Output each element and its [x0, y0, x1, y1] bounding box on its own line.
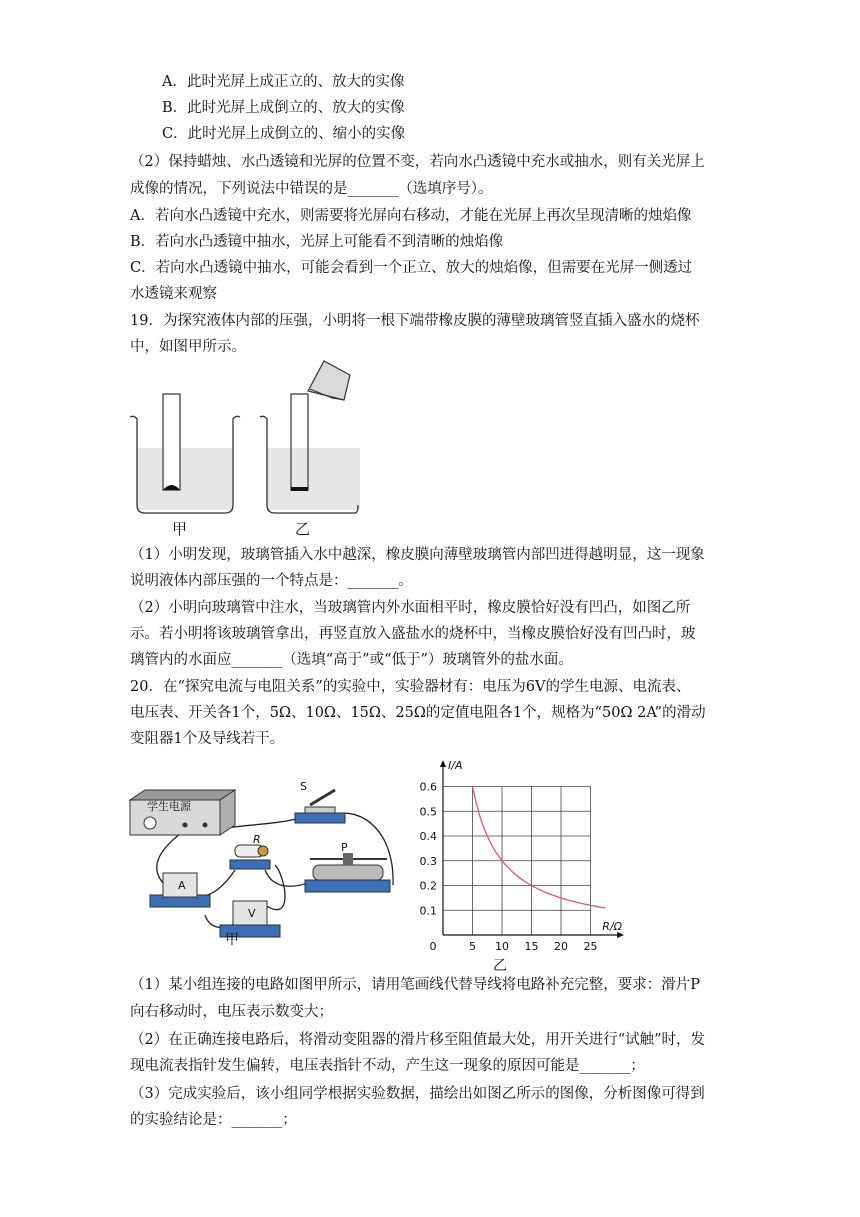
rheostat-label: P — [341, 841, 348, 854]
beaker-b — [260, 361, 360, 513]
text-line: 变阻器1个及导线若干。 — [130, 731, 285, 747]
text-line: 的实验结论是：_______； — [130, 1112, 297, 1128]
text-line: 成像的情况，下列说法中错误的是_______（选填序号）。 — [130, 181, 493, 197]
y-axis-label: I/A — [448, 759, 463, 772]
text-line: 电压表、开关各1个，5Ω、10Ω、15Ω、25Ω的定值电阻各1个，规格为“50Ω 2A”的滑动 — [130, 705, 706, 721]
text-line: 向右移动时，电压表示数变大； — [130, 1004, 333, 1020]
text-line: C．若向水凸透镜中抽水，可能会看到一个正立、放大的烛焰像，但需要在光屏一侧透过 — [130, 260, 693, 276]
text-line: B．此时光屏上成倒立的、放大的实像 — [162, 100, 405, 116]
y-tick-label: 0.1 — [419, 904, 437, 918]
y-tick-label: 0.4 — [419, 830, 437, 843]
power-supply-label: 学生电源 — [147, 800, 191, 813]
circuit-figure — [125, 755, 405, 948]
text-line: 现电流表指针发生偏转，电压表指针不动，产生这一现象的原因可能是_______； — [130, 1058, 645, 1074]
fig19-label-b: 乙 — [295, 520, 311, 538]
y-axis-arrow — [440, 760, 446, 767]
text-line: C．此时光屏上成倒立的、缩小的实像 — [162, 126, 406, 142]
text-line: 水透镜来观察 — [130, 286, 217, 302]
text-line: （2）小明向玻璃管中注水，当玻璃管内外水面相平时，橡皮膜恰好没有凹凸，如图乙所 — [130, 600, 691, 616]
text-line: （2）在正确连接电路后，将滑动变阻器的滑片移至阻值最大处，用开关进行“试触”时，发 — [130, 1032, 706, 1048]
series-curve — [473, 787, 606, 909]
circuit-label: 甲 — [225, 932, 239, 948]
x-tick-label: 10 — [495, 940, 509, 953]
rheostat — [305, 841, 390, 892]
x-tick-label: 20 — [554, 940, 568, 953]
y-tick-label: 0.3 — [419, 854, 437, 868]
text-line: （1）小明发现，玻璃管插入水中越深，橡皮膜向薄壁玻璃管内部凹进得越明显，这一现象 — [130, 547, 705, 563]
x-tick-label: 5 — [469, 940, 476, 953]
y-tick-label: 0.6 — [419, 780, 437, 794]
resistor-label: R — [253, 833, 261, 846]
origin-label: 0 — [429, 940, 437, 953]
text-line: 20．在“探究电流与电阻关系”的实验中，实验器材有：电压为6V的学生电源、电流表、 — [130, 679, 691, 695]
text-line: 示。若小明将该玻璃管拿出，再竖直放入盛盐水的烧杯中，当橡皮膜恰好没有凹凸时，玻 — [130, 626, 696, 642]
voltmeter-label: V — [248, 907, 256, 920]
x-tick-label: 25 — [583, 940, 598, 953]
text-line: 中，如图甲所示。 — [130, 339, 246, 355]
switch — [295, 780, 345, 823]
text-line: 说明液体内部压强的一个特点是：_______。 — [130, 573, 413, 589]
beaker-figure — [120, 355, 360, 540]
y-tick-label: 0.2 — [419, 879, 437, 893]
chart-figure — [410, 755, 635, 974]
text-line: B．若向水凸透镜中抽水，光屏上可能看不到清晰的烛焰像 — [130, 234, 504, 250]
y-tick-label: 0.5 — [419, 805, 437, 819]
text-line: A．若向水凸透镜中充水，则需要将光屏向右移动，才能在光屏上再次呈现清晰的烛焰像 — [130, 208, 692, 224]
power-supply — [130, 790, 235, 835]
text-line: （2）保持蜡烛、水凸透镜和光屏的位置不变，若向水凸透镜中充水或抽水，则有关光屏上 — [130, 154, 705, 170]
switch-label: S — [300, 780, 307, 793]
ammeter-label: A — [178, 879, 186, 892]
text-line: 19．为探究液体内部的压强，小明将一根下端带橡皮膜的薄壁玻璃管竖直插入盛水的烧杯 — [130, 313, 700, 329]
current-resistance-chart — [410, 755, 635, 955]
x-axis-label: R/Ω — [602, 920, 623, 933]
chart-caption: 乙 — [493, 958, 507, 974]
text-line: A．此时光屏上成正立的、放大的实像 — [162, 74, 405, 90]
x-tick-label: 15 — [524, 940, 539, 953]
text-line: 璃管内的水面应_______（选填“高于”或“低于”）玻璃管外的盐水面。 — [130, 652, 573, 668]
fig19-label-a: 甲 — [172, 520, 188, 538]
text-line: （1）某小组连接的电路如图甲所示，请用笔画线代替导线将电路补充完整，要求：滑片P — [130, 977, 700, 993]
beaker-a — [130, 394, 240, 513]
resistor — [230, 833, 270, 869]
text-line: （3）完成实验后，该小组同学根据实验数据，描绘出如图乙所示的图像，分析图像可得到 — [130, 1086, 705, 1102]
